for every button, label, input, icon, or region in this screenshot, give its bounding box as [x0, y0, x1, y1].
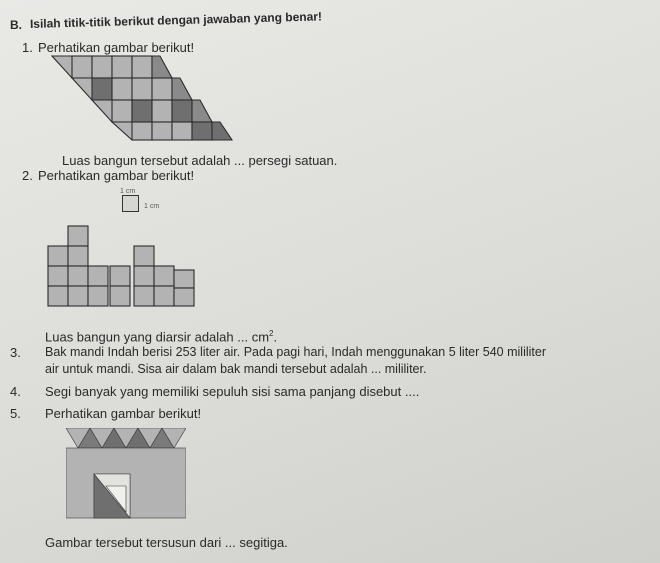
q2-question-text: Luas bangun yang diarsir adalah ... cm — [45, 329, 270, 345]
q1-cell — [92, 56, 112, 78]
q2-cell — [174, 270, 194, 288]
q4-number: 4. — [10, 384, 21, 399]
q2-prompt: Perhatikan gambar berikut! — [38, 168, 195, 183]
q1-cell — [192, 122, 212, 140]
q2-cell — [134, 266, 154, 286]
q2-unit-top: 1 cm — [120, 188, 136, 195]
q1-cell — [132, 56, 152, 78]
q2-cell — [68, 286, 88, 306]
q1-figure — [48, 54, 238, 144]
q1-prompt: Perhatikan gambar berikut! — [38, 40, 195, 55]
q2-question — [45, 326, 277, 344]
q5-figure — [66, 428, 186, 522]
q1-cell — [152, 100, 172, 122]
q1-cell — [172, 78, 192, 100]
q2-cell — [154, 266, 174, 286]
q2-cell — [134, 246, 154, 266]
q3-number: 3. — [10, 345, 21, 360]
q1-cell — [132, 100, 152, 122]
q2-unit-square — [122, 195, 139, 212]
q1-cell — [172, 122, 192, 140]
q3-line2: air untuk mandi. Sisa air dalam bak mandi tersebut adalah ... mililiter. — [45, 362, 427, 376]
section-marker: B. — [10, 18, 22, 32]
q1-cell — [192, 100, 212, 122]
q1-cell — [112, 56, 132, 78]
q2-unit-side: 1 cm — [144, 203, 160, 210]
q5-number: 5. — [10, 406, 21, 421]
q1-number: 1. — [22, 40, 33, 55]
q1-cell — [112, 100, 132, 122]
q2-cell — [110, 286, 130, 306]
q2-number: 2. — [22, 168, 33, 183]
q2-cell — [68, 266, 88, 286]
q2-cell — [48, 266, 68, 286]
q5-prompt: Perhatikan gambar berikut! — [45, 406, 202, 421]
q5-question: Gambar tersebut tersusun dari ... segitiga. — [45, 535, 288, 550]
q1-cell — [92, 78, 112, 100]
q1-cell — [132, 122, 152, 140]
q1-cell — [172, 100, 192, 122]
section-instruction: Isilah titik-titik berikut dengan jawaban yang benar! — [29, 9, 323, 31]
q4-text: Segi banyak yang memiliki sepuluh sisi sama panjang disebut .... — [45, 384, 420, 399]
q2-cell — [88, 286, 108, 306]
q2-figure — [42, 224, 202, 314]
q2-question-end: . — [273, 329, 278, 345]
q2-question-sup: 2 — [269, 329, 274, 338]
q2-cell — [48, 286, 68, 306]
q2-cell — [48, 246, 68, 266]
q2-cell — [174, 288, 194, 306]
q2-cell — [110, 266, 130, 286]
q1-cell — [152, 122, 172, 140]
q1-question: Luas bangun tersebut adalah ... persegi satuan. — [62, 153, 338, 168]
q2-cell — [154, 286, 174, 306]
q1-cell — [152, 78, 172, 100]
q2-cell — [134, 286, 154, 306]
q1-cell — [72, 56, 92, 78]
q3-line1: Bak mandi Indah berisi 253 liter air. Pada pagi hari, Indah menggunakan 5 liter 540 mililiter — [45, 345, 546, 359]
q1-cell — [152, 56, 172, 78]
q2-cell — [88, 266, 108, 286]
q2-cell — [68, 246, 88, 266]
q1-cell — [112, 78, 132, 100]
q1-cell — [132, 78, 152, 100]
q2-cell — [68, 226, 88, 246]
q1-cell — [212, 122, 232, 140]
